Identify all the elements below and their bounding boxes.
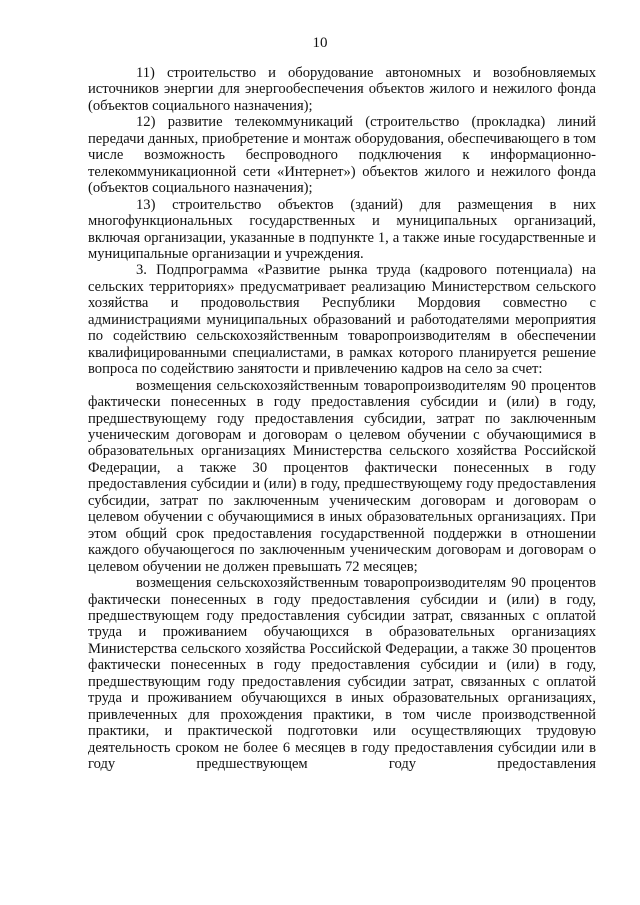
- paragraph-item-13: 13) строительство объектов (зданий) для размещения в них многофункциональных государственных и муниципальных организаций, включая организации, указанные в подпункте 1, а также иные государственные и муниципальные организации и учреждения.: [88, 196, 596, 262]
- document-body: [88, 65, 596, 772]
- paragraph-subprogram-3: 3. Подпрограмма «Развитие рынка труда (кадрового потенциала) на сельских территориях» предусматривает реализацию Министерством сельского хозяйства и продовольствия Республики Мордовия совместно с администрациями муниципальных образований и работодателями мероприятия по содействию сельскохозяйственным товаропроизводителям в обеспечении квалифицированными специалистами, в рамках которого планируется решение вопроса по содействию занятости и привлечению кадров на село за счет:: [88, 262, 596, 378]
- paragraph-item-11: 11) строительство и оборудование автономных и возобновляемых источников энергии для энергообеспечения объектов жилого и нежилого фонда (объектов социального назначения);: [88, 65, 596, 114]
- paragraph-reimbursement-labor: возмещения сельскохозяйственным товаропроизводителям 90 процентов фактически понесенных в году предоставления субсидии и (или) в году, предшествующем году предоставления субсидии затрат, связанных с оплатой труда и проживанием обучающихся в образовательных организациях Министерства сельского хозяйства Российской Федерации, а также 30 процентов фактически понесенных в году предоставления субсидии и (или) в году, предшествующим году предоставления субсидии затрат, связанных с оплатой труда и проживанием обучающихся в иных образовательных организациях, привлеченных для прохождения практики, в том числе производственной практики, и практической подготовки или осуществляющих трудовую деятельность сроком не более 6 месяцев в году предоставления субсидии или в году предшествующем году предоставления: [88, 575, 596, 773]
- paragraph-item-12: 12) развитие телекоммуникаций (строительство (прокладка) линий передачи данных, приобретение и монтаж оборудования, обеспечивающего в том числе возможность беспроводного подключения к информационно-телекоммуникационной сети «Интернет») объектов жилого и нежилого фонда (объектов социального назначения);: [88, 114, 596, 197]
- paragraph-reimbursement-contracts: возмещения сельскохозяйственным товаропроизводителям 90 процентов фактически понесенных в году предоставления субсидии и (или) в году, предшествующему году предоставления субсидии, затрат по заключенным ученическим договорам и договорам о целевом обучении с обучающимися в образовательных организациях Министерства сельского хозяйства Российской Федерации, а также 30 процентов фактически понесенных в году предоставления субсидии и (или) в году, предшествующему году предоставления субсидии, затрат по заключенным ученическим договорам и договорам о целевом обучении с обучающимися в иных образовательных организациях. При этом общий срок предоставления государственной поддержки в отношении каждого обучающегося по заключенным ученическим договорам и договорам о целевом обучении не должен превышать 72 месяцев;: [88, 377, 596, 575]
- page-number: 10: [312, 35, 328, 51]
